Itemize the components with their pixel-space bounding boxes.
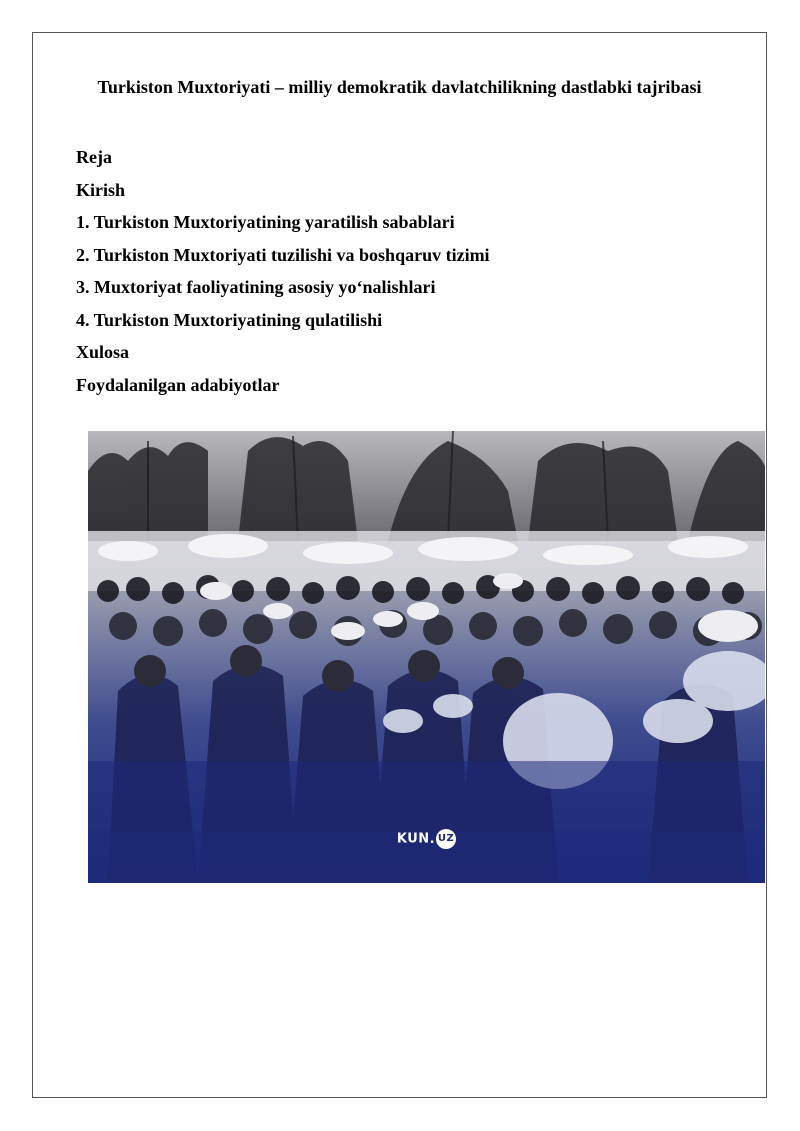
historical-crowd-photo xyxy=(88,431,765,883)
plan-item-introduction: Kirish xyxy=(76,179,126,200)
watermark-dot: . xyxy=(429,831,436,847)
photo-illustration xyxy=(88,431,765,883)
plan-list xyxy=(76,141,490,401)
kun-uz-watermark xyxy=(88,829,765,849)
watermark-suffix: UZ xyxy=(436,829,456,849)
plan-item-conclusion: Xulosa xyxy=(76,342,130,362)
plan-item-1: 1. Turkiston Muxtoriyatining yaratilish sabablari xyxy=(76,212,455,232)
plan-item-references: Foydalanilgan adabiyotlar xyxy=(76,374,280,395)
watermark-brand: KUN xyxy=(396,831,430,847)
document-title: Turkiston Muxtoriyati – milliy demokratik davlatchilikning dastlabki tajribasi xyxy=(97,77,702,97)
plan-item-2: 2. Turkiston Muxtoriyati tuzilishi va boshqaruv tizimi xyxy=(76,244,490,265)
plan-heading: Reja xyxy=(76,147,112,167)
plan-item-4: 4. Turkiston Muxtoriyatining qulatilishi xyxy=(76,309,383,330)
plan-item-3: 3. Muxtoriyat faoliyatining asosiy yo‘nalishlari xyxy=(76,277,436,297)
